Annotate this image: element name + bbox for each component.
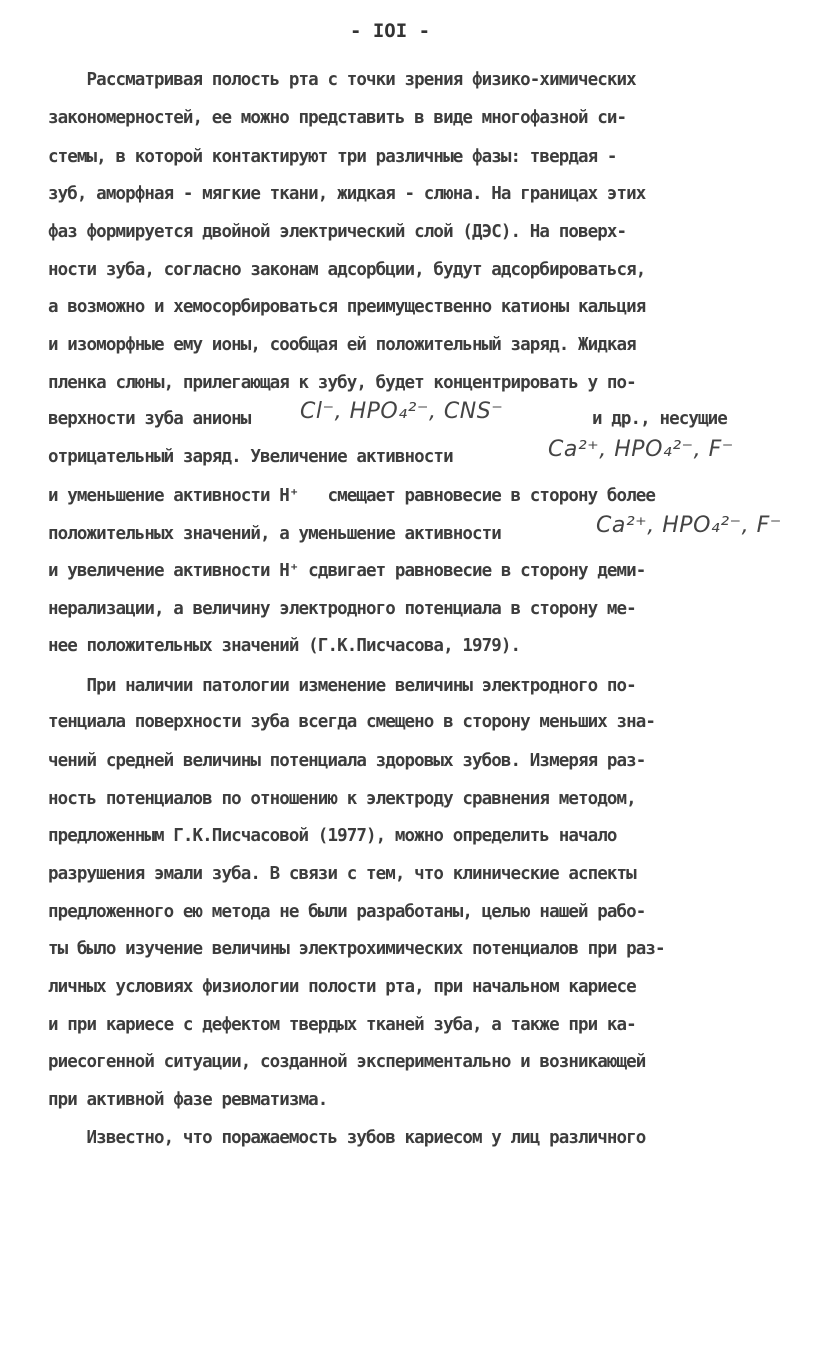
text-line: положительных значений, а уменьшение активности: [48, 524, 501, 544]
text-line: предложенным Г.К.Писчасовой (1977), можно определить начало: [48, 826, 617, 846]
text-line: ты было изучение величины электрохимических потенциалов при раз-: [48, 939, 665, 959]
text-line: фаз формируется двойной электрический слой (ДЭС). На поверх-: [48, 222, 627, 242]
text-line: Известно, что поражаемость зубов кариесом у лиц различного: [48, 1128, 646, 1148]
handwritten-increase-ions: Ca²⁺, HPO₄²⁻, F⁻: [548, 437, 734, 462]
text-line: и изоморфные ему ионы, сообщая ей положительный заряд. Жидкая: [48, 335, 636, 355]
text-line: ности зуба, согласно законам адсорбции, будут адсорбироваться,: [48, 260, 646, 280]
text-line-tail: и др., несущие: [592, 409, 727, 429]
text-line: ность потенциалов по отношению к электроду сравнения методом,: [48, 789, 636, 809]
text-line: Рассматривая полость рта с точки зрения физико-химических: [48, 70, 636, 90]
text-line: пленка слюны, прилегающая к зубу, будет концентрировать у по-: [48, 373, 636, 393]
text-line: нее положительных значений (Г.К.Писчасова, 1979).: [48, 636, 521, 656]
text-line: а возможно и хемосорбироваться преимущественно катионы кальция: [48, 297, 646, 317]
text-line: риесогенной ситуации, созданной экспериментально и возникающей: [48, 1052, 646, 1072]
text-line: и уменьшение активности Н⁺ смещает равновесие в сторону более: [48, 486, 656, 506]
text-line: верхности зуба анионы: [48, 409, 251, 429]
text-line: при активной фазе ревматизма.: [48, 1090, 328, 1110]
text-line: отрицательный заряд. Увеличение активности: [48, 447, 453, 467]
text-line: нерализации, а величину электродного потенциала в сторону ме-: [48, 599, 636, 619]
text-line: закономерностей, ее можно представить в виде многофазной си-: [48, 108, 627, 128]
text-line: личных условиях физиологии полости рта, при начальном кариесе: [48, 977, 636, 997]
text-line: предложенного ею метода не были разработаны, целью нашей рабо-: [48, 902, 646, 922]
text-line: разрушения эмали зуба. В связи с тем, что клинические аспекты: [48, 864, 636, 884]
handwritten-decrease-ions: Ca²⁺, HPO₄²⁻, F⁻: [596, 513, 782, 538]
page-number: - IOI -: [349, 20, 431, 42]
text-line: тенциала поверхности зуба всегда смещено в сторону меньших зна-: [48, 712, 656, 732]
handwritten-anions: Cl⁻, HPO₄²⁻, CNS⁻: [300, 399, 504, 424]
text-line: При наличии патологии изменение величины электродного по-: [48, 676, 636, 696]
text-line: и при кариесе с дефектом твердых тканей зуба, а также при ка-: [48, 1015, 636, 1035]
text-line: и увеличение активности Н⁺ сдвигает равновесие в сторону деми-: [48, 561, 646, 581]
text-line: стемы, в которой контактируют три различные фазы: твердая -: [48, 147, 617, 167]
text-line: зуб, аморфная - мягкие ткани, жидкая - слюна. На границах этих: [48, 184, 646, 204]
text-line: чений средней величины потенциала здоровых зубов. Измеряя раз-: [48, 751, 646, 771]
